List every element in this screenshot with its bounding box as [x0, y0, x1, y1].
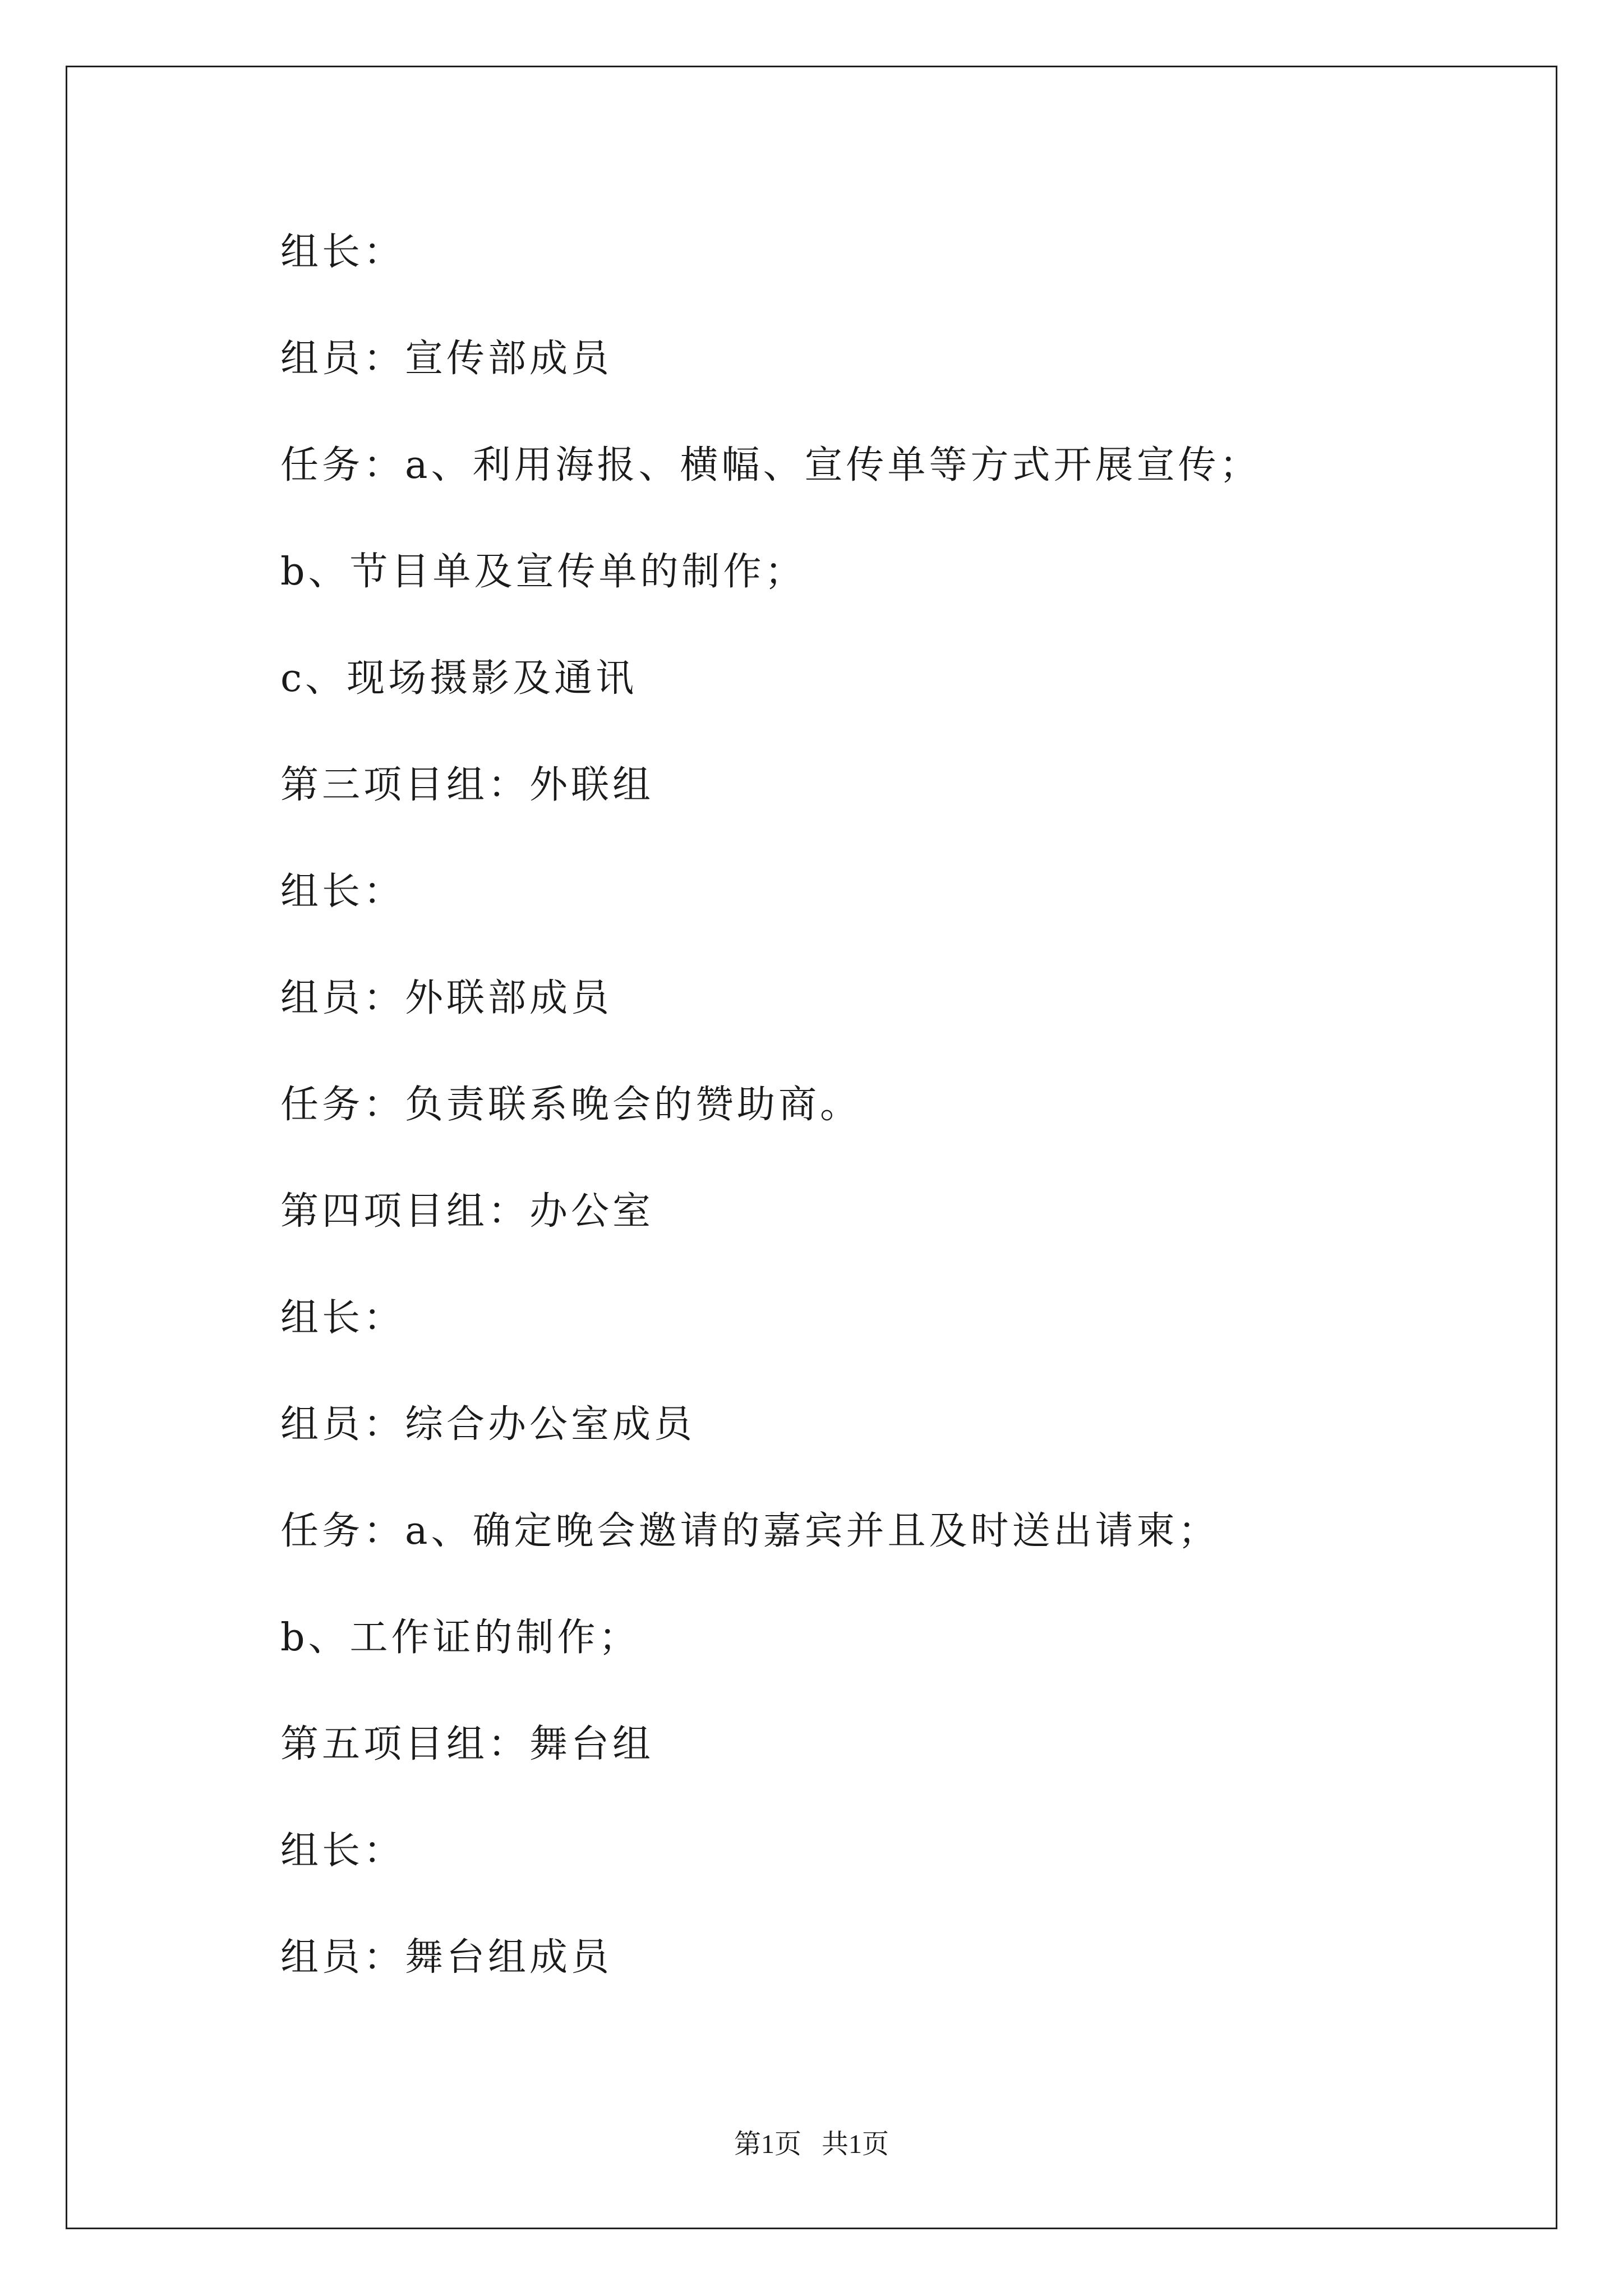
text-line: c、现场摄影及通讯	[280, 656, 638, 701]
text-line: 组员：综合办公室成员	[280, 1402, 696, 1447]
page-number: 第1页 共1页	[734, 2129, 889, 2159]
text-line: 任务：a、利用海报、横幅、宣传单等方式开展宣传；	[280, 443, 1261, 487]
text-line: 任务：负责联系晚会的赞助商。	[280, 1083, 862, 1127]
text-line: 任务：a、确定晚会邀请的嘉宾并且及时送出请柬；	[280, 1509, 1220, 1553]
text-line: b、工作证的制作；	[280, 1616, 640, 1660]
text-line: 组员：宣传部成员	[280, 337, 613, 381]
text-line: 组员：外联部成员	[280, 976, 613, 1020]
text-line: 组员：舞台组成员	[280, 1935, 613, 1980]
text-line: 组长：	[280, 230, 405, 274]
text-line: 第五项目组：舞台组	[280, 1722, 654, 1766]
text-line: 组长：	[280, 869, 405, 914]
text-line: 组长：	[280, 1829, 405, 1873]
page-border	[66, 66, 1557, 2229]
text-line: 第四项目组：办公室	[280, 1189, 654, 1234]
text-line: b、节目单及宣传单的制作；	[280, 550, 806, 594]
text-line: 第三项目组：外联组	[280, 763, 654, 807]
text-line: 组长：	[280, 1296, 405, 1340]
